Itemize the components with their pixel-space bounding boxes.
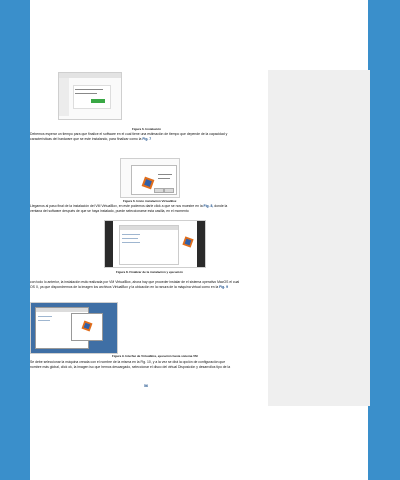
figure-ref-8[interactable]: Fig. 8, [203, 204, 214, 208]
new-vm-dialog [71, 313, 103, 341]
virtualbox-manager-window [119, 225, 179, 265]
paragraph-3 [30, 280, 266, 290]
installer-text-line [158, 178, 170, 179]
paragraph-2-line-2: ventana del software después de que se haya instalado, puede seleccionarse esta casilla, en el momento [30, 209, 189, 213]
installer-window [131, 165, 177, 195]
figure-ref-9[interactable]: Fig. 9 [219, 285, 229, 289]
caption-figure-6: Figura 6. Instalación [132, 127, 162, 131]
page-number: 56 [144, 384, 148, 388]
vm-list-row [122, 234, 140, 235]
figure-install-finish [104, 220, 206, 268]
taskbar-right [197, 221, 205, 267]
window-titlebar [120, 226, 178, 230]
paragraph-1-line-2: características del hardware que se este instalando, para finalizar como la Fig. 7 [30, 137, 152, 141]
taskbar-left [105, 221, 113, 267]
figure-ref-7[interactable]: Fig. 7 [142, 137, 152, 141]
virtualbox-logo-icon [80, 320, 94, 332]
installer-text-line [158, 174, 172, 175]
virtualbox-logo-icon [181, 235, 195, 249]
paragraph-1 [30, 132, 266, 142]
paragraph-2-line-1: Llegamos al paso final de la instalación del VM VirtualBox, en este podemos darle click a que se nos muestre en la Fig. 8, donde la [30, 204, 228, 208]
paragraph-4 [30, 360, 266, 370]
vm-list-row [38, 316, 52, 317]
paragraph-3-line-2: OS X, ya que dispondremos de la imagen los archivos VirtualBox y la ubicación en la ranura de la máquina virtual como en la Fig. 9 [30, 285, 229, 289]
paragraph-2 [30, 204, 266, 214]
vm-list-row [122, 238, 138, 239]
paragraph-4-line-2: nombre más global, click ok, la imagen iso que hemos descargado, seleccionar el disco del virtual Disposición y desarrollos tipo de la [30, 365, 231, 369]
vm-list-row [122, 242, 140, 243]
figure-text-line [75, 89, 103, 90]
paragraph-4-line-1: Se debe seleccionar la máquina creada con el nombre de la misma en la Fig. 10, y a la vez se dirá la opción de configuración que [30, 360, 226, 364]
figure-side-panel [59, 78, 69, 116]
caption-figure-6b: Figura 6. Inicio instalación VirtualBox [123, 199, 177, 203]
comment-sidebar [268, 70, 370, 406]
figure-virtualbox-install-start [120, 158, 180, 198]
figure-virtualbox-interface [30, 302, 118, 354]
vm-list-row [38, 320, 50, 321]
figure-installation-progress [58, 72, 122, 120]
caption-figure-9: Figura 9. Interfaz de VirtualBox, ejecución hasta sistema VM [112, 354, 198, 358]
paragraph-3-line-1: con todo lo anterior, la instalación está realizada por VM VirtualBox, ahora hay que proceder instalar de el sistema operativo MacOS el cual [30, 280, 240, 284]
caption-figure-8: Figura 8. Finalizar de la instalación y ejecución [116, 270, 183, 274]
installer-back-button[interactable] [154, 188, 164, 193]
progress-bar [91, 99, 105, 103]
installer-next-button[interactable] [164, 188, 174, 193]
figure-text-line [75, 93, 97, 94]
paragraph-1-line-1: Debemos esperar un tiempo para que finalice el software en el cual tiene una estimación de tiempo que depende de la capacidad y [30, 132, 228, 136]
window-titlebar [36, 308, 88, 312]
